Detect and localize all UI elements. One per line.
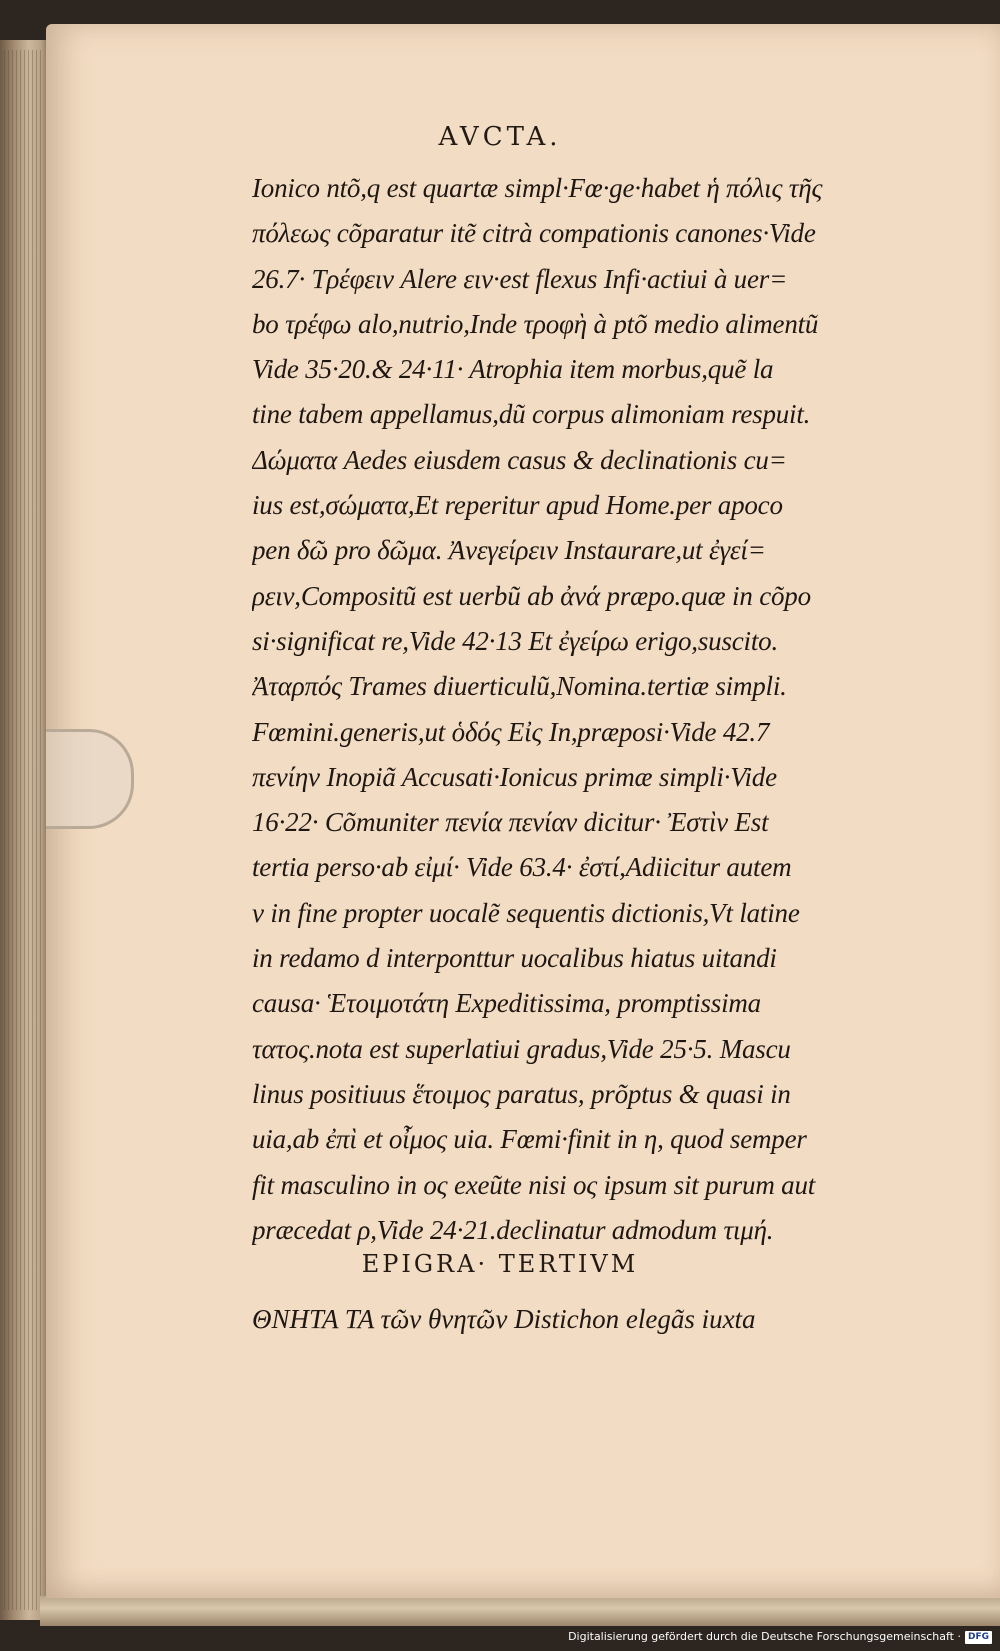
text-line: πενίην Inopiã Accusati·Ionicus primæ simpli·Vide bbox=[252, 761, 777, 792]
text-line: Ἀταρπός Trames diuerticulũ,Nomina.tertiæ simpli. bbox=[252, 671, 787, 702]
text-line: πόλεως cõparatur itẽ citrà compationis canones·Vide bbox=[252, 218, 816, 249]
text-line: pen δῶ pro δῶμα. Ἀνεγείρειν Instaurare,ut ἐγεί= bbox=[252, 535, 766, 566]
text-line: 16·22· Cõmuniter πενία πενίαν dicitur· Ἐστὶν Est bbox=[252, 807, 769, 838]
book-edge-bottom bbox=[40, 1596, 1000, 1626]
text-line-last: ΘΝΗΤΑ ΤΑ τῶν θνητῶν Distichon elegãs iuxta bbox=[252, 1304, 756, 1334]
footer-text: Digitalisierung gefördert durch die Deutsche Forschungsgemeinschaft · bbox=[568, 1630, 961, 1643]
text-line: Vide 35·20.& 24·11· Atrophia item morbus,quẽ la bbox=[252, 354, 774, 385]
text-line: causa· Ἑτοιμοτάτη Expeditissima, promptissima bbox=[252, 988, 761, 1019]
main-text bbox=[252, 166, 934, 1253]
dfg-logo: DFG bbox=[965, 1631, 992, 1644]
text-line: ius est,σώματα,Et reperitur apud Home.per apoco bbox=[252, 490, 783, 521]
text-line: uia,ab ἐπὶ et οἶμος uia. Fœmi·finit in η, quod semper bbox=[252, 1124, 807, 1155]
text-line: fit masculino in ος exeũte nisi ος ipsum sit purum aut bbox=[252, 1169, 816, 1200]
text-line: Δώματα Aedes eiusdem casus & declinationis cu= bbox=[252, 444, 787, 475]
text-line: ν in fine propter uocalẽ sequentis dictionis,Vt latine bbox=[252, 897, 800, 928]
text-line: ρειν,Compositũ est uerbũ ab ἀνά præpo.quæ in cõpo bbox=[252, 580, 811, 611]
text-line: Ionico ntõ,q est quartæ simpl·Fœ·ge·habet ἡ πόλις τῆς bbox=[252, 173, 823, 203]
text-line: in redamo d interponttur uocalibus hiatus uitandi bbox=[252, 943, 777, 974]
text-line: Fœmini.generis,ut ὁδός Εἰς In,præposi·Vide 42.7 bbox=[252, 716, 770, 747]
section-heading: EPIGRA· TERTIVM bbox=[361, 1250, 639, 1278]
text-line: bo τρέφω alo,nutrio,Inde τροφὴ à ptõ medio alimentũ bbox=[252, 308, 819, 339]
text-line: linus positiuus ἕτοιμος paratus, prõptus & quasi in bbox=[252, 1078, 791, 1109]
digitization-footer bbox=[568, 1627, 992, 1647]
book-edge-pages bbox=[4, 50, 42, 1610]
text-line: tine tabem appellamus,dũ corpus alimoniam respuit. bbox=[252, 399, 811, 430]
text-line: tertia perso·ab εἰμί· Vide 63.4· ἐστί,Adiicitur autem bbox=[252, 852, 792, 883]
page-clip bbox=[46, 729, 134, 829]
text-line: si·significat re,Vide 42·13 Et ἐγείρω erigo,suscito. bbox=[252, 625, 779, 656]
text-line: 26.7· Τρέφειν Alere ειν·est flexus Infi·actiui à uer= bbox=[252, 263, 788, 294]
running-head: AVCTA. bbox=[438, 122, 562, 152]
text-line: τατος.nota est superlatiui gradus,Vide 25·5. Mascu bbox=[252, 1033, 791, 1064]
text-line: præcedat ρ,Vide 24·21.declinatur admodum τιμή. bbox=[252, 1214, 774, 1245]
